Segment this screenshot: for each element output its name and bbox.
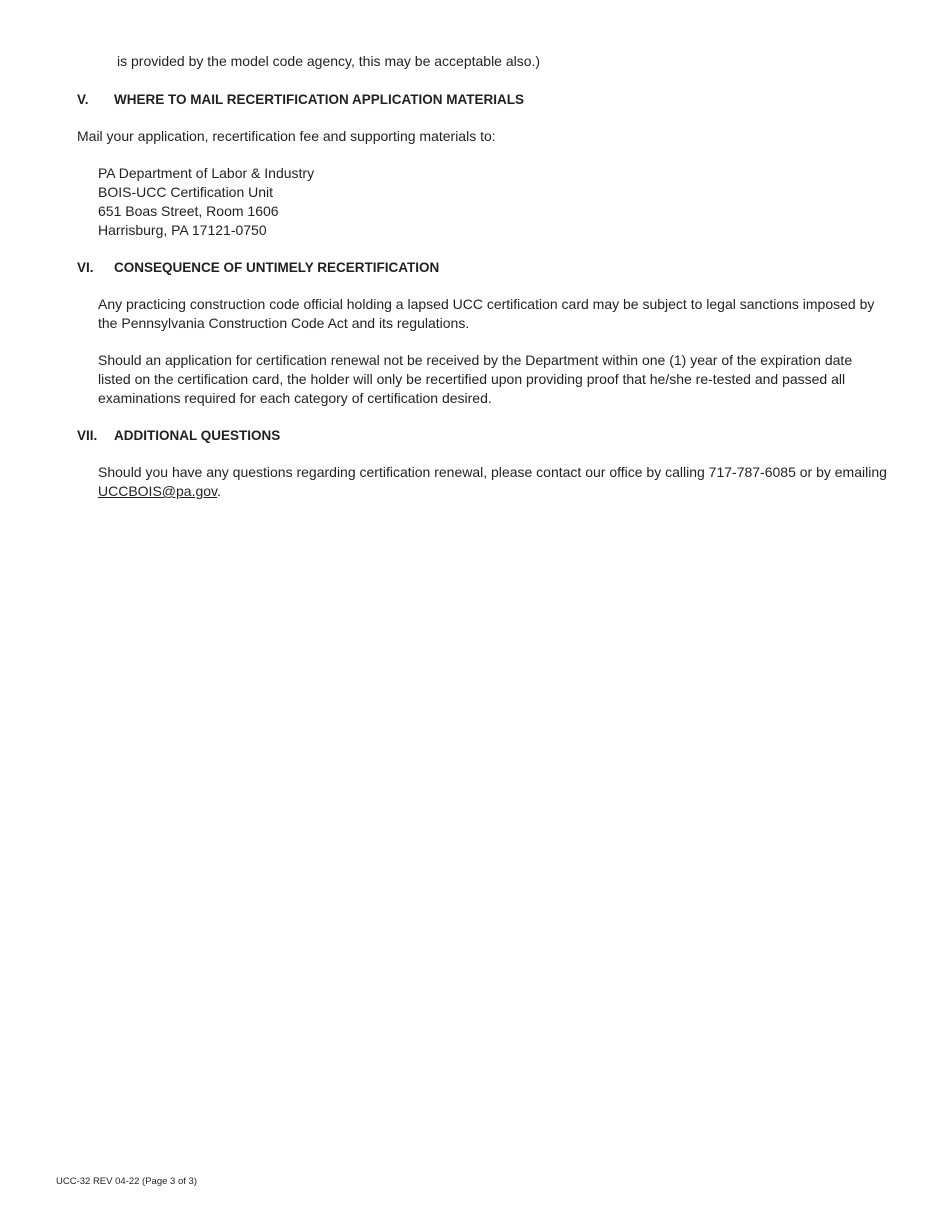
section-v-number: V. — [77, 92, 89, 107]
mailing-address — [98, 164, 314, 240]
section-vii-title: ADDITIONAL QUESTIONS — [114, 428, 281, 443]
section-v-heading — [77, 90, 524, 109]
section-vi-heading — [77, 258, 439, 277]
section-vi-title: CONSEQUENCE OF UNTIMELY RECERTIFICATION — [114, 260, 440, 275]
address-line: PA Department of Labor & Industry — [98, 165, 315, 181]
section-vi-number: VI. — [77, 260, 94, 275]
section-vii-heading — [77, 426, 280, 445]
contact-text: Should you have any questions regarding certification renewal, please contact our office by calling 717-787-6085 or by emailing — [98, 464, 887, 480]
continuation-text: is provided by the model code agency, this may be acceptable also.) — [117, 53, 541, 69]
email-link[interactable]: UCCBOIS@pa.gov — [98, 483, 217, 499]
address-line: Harrisburg, PA 17121-0750 — [98, 222, 267, 238]
address-line: 651 Boas Street, Room 1606 — [98, 203, 279, 219]
lapsed-card-paragraph: Any practicing construction code official holding a lapsed UCC certification card may be subject to legal sanctions imposed by the Pennsylvania Construction Code Act and its regulations. — [98, 296, 875, 331]
section-vii-number: VII. — [77, 428, 98, 443]
page-footer: UCC-32 REV 04-22 (Page 3 of 3) — [56, 1176, 197, 1187]
contact-text-end: . — [217, 483, 221, 499]
renewal-deadline-paragraph: Should an application for certification renewal not be received by the Department within one (1) year of the expiration date listed on the certification card, the holder will only be recertified upon providing proof that he/she re-tested and passed all examinations required for each category of certification desired. — [98, 352, 853, 406]
address-line: BOIS-UCC Certification Unit — [98, 184, 274, 200]
section-v-title: WHERE TO MAIL RECERTIFICATION APPLICATION MATERIALS — [114, 92, 524, 107]
contact-paragraph — [98, 463, 888, 501]
mail-intro-text: Mail your application, recertification fee and supporting materials to: — [77, 128, 496, 144]
